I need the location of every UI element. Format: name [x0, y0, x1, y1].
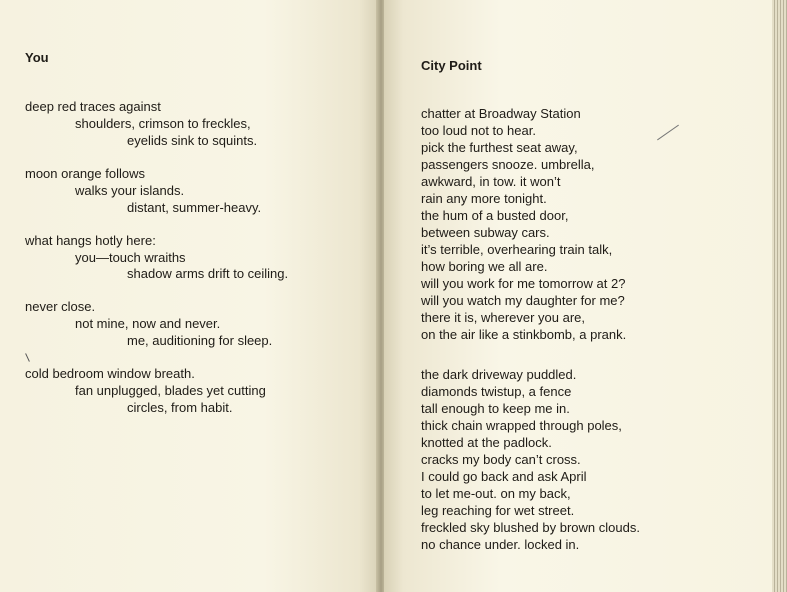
- poem-line: leg reaching for wet street.: [421, 503, 575, 518]
- poem-line: shoulders, crimson to freckles,: [75, 116, 251, 131]
- poem-line: what hangs hotly here:: [25, 233, 156, 248]
- poem-line: you—touch wraiths: [75, 250, 186, 265]
- poem-line: walks your islands.: [75, 183, 185, 198]
- poem-line: eyelids sink to squints.: [127, 133, 258, 148]
- poem-line: never close.: [25, 299, 96, 314]
- poem-line: shadow arms drift to ceiling.: [127, 266, 289, 281]
- poem-line: on the air like a stinkbomb, a prank.: [421, 327, 627, 342]
- left-page: [0, 0, 378, 592]
- poem-line: the hum of a busted door,: [421, 208, 569, 223]
- poem-line: rain any more tonight.: [421, 191, 547, 206]
- poem-line: it’s terrible, overhearing train talk,: [421, 242, 613, 257]
- poem-line: fan unplugged, blades yet cutting: [75, 383, 266, 398]
- poem-line: cold bedroom window breath.: [25, 366, 195, 381]
- poem-line: thick chain wrapped through poles,: [421, 418, 622, 433]
- page-edges: [772, 0, 787, 592]
- poem-line: not mine, now and never.: [75, 316, 221, 331]
- poem-line: passengers snooze. umbrella,: [421, 157, 595, 172]
- poem-line: there it is, wherever you are,: [421, 310, 586, 325]
- poem-line: I could go back and ask April: [421, 469, 587, 484]
- poem-line: diamonds twistup, a fence: [421, 384, 572, 399]
- poem-line: no chance under. locked in.: [421, 537, 580, 552]
- poem-line: will you watch my daughter for me?: [421, 293, 625, 308]
- poem-line: how boring we all are.: [421, 259, 548, 274]
- poem-line: between subway cars.: [421, 225, 550, 240]
- poem-line: chatter at Broadway Station: [421, 106, 581, 121]
- poem-line: deep red traces against: [25, 99, 161, 114]
- poem-line: pick the furthest seat away,: [421, 140, 578, 155]
- poem-line: awkward, in tow. it won’t: [421, 174, 561, 189]
- poem-title-you: You: [25, 50, 49, 65]
- poem-line: will you work for me tomorrow at 2?: [421, 276, 626, 291]
- poem-line: freckled sky blushed by brown clouds.: [421, 520, 640, 535]
- poem-line: circles, from habit.: [127, 400, 233, 415]
- poem-line: tall enough to keep me in.: [421, 401, 570, 416]
- poem-line: moon orange follows: [25, 166, 145, 181]
- poem-line: me, auditioning for sleep.: [127, 333, 273, 348]
- poem-line: cracks my body can’t cross.: [421, 452, 581, 467]
- poem-line: distant, summer-heavy.: [127, 200, 262, 215]
- poem-line: knotted at the padlock.: [421, 435, 552, 450]
- poem-title-city-point: City Point: [421, 58, 482, 73]
- poem-line: the dark driveway puddled.: [421, 367, 577, 382]
- poem-line: to let me-out. on my back,: [421, 486, 571, 501]
- poem-line: too loud not to hear.: [421, 123, 536, 138]
